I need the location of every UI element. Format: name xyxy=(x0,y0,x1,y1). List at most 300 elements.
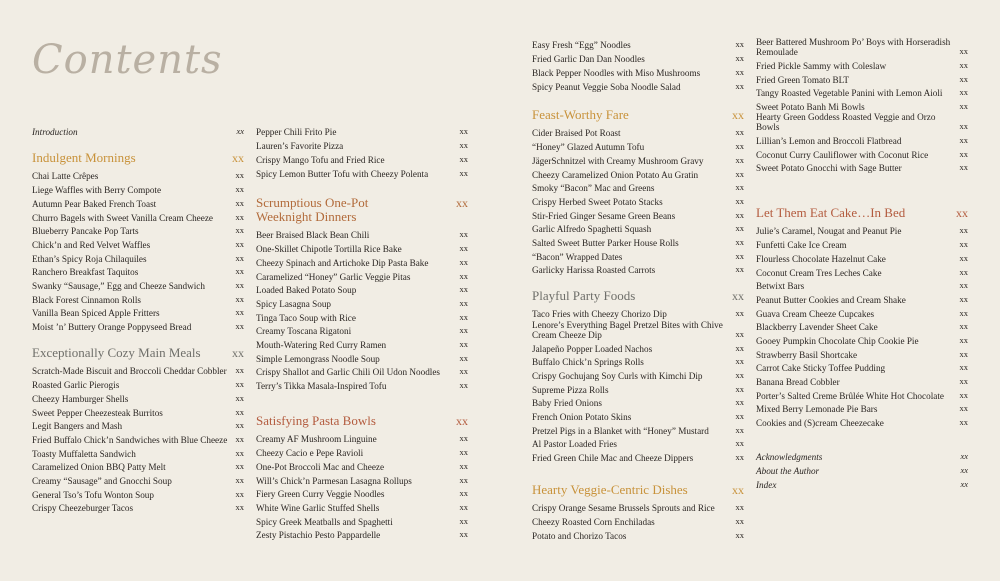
toc-entry[interactable] xyxy=(32,473,244,487)
entry-title: Peanut Butter Cookies and Cream Shake xyxy=(756,294,906,305)
entry-title: Mouth-Watering Red Curry Ramen xyxy=(256,339,387,350)
entry-title: Fried Pickle Sammy with Coleslaw xyxy=(756,60,887,71)
toc-entry[interactable] xyxy=(256,472,468,486)
toc-entry[interactable] xyxy=(532,166,744,180)
toc-entry[interactable] xyxy=(532,527,744,541)
entry-title: Acknowledgments xyxy=(756,452,823,463)
entry-title: Mixed Berry Lemonade Pie Bars xyxy=(756,404,878,415)
toc-entry[interactable] xyxy=(32,459,244,473)
toc-entry[interactable] xyxy=(756,57,968,71)
entry-title: Coconut Curry Cauliflower with Coconut Rice xyxy=(756,149,929,160)
entry-page-number: xx xyxy=(735,369,744,380)
entry-page-number: xx xyxy=(735,529,744,540)
section-heading[interactable] xyxy=(32,346,244,360)
toc-entry[interactable] xyxy=(532,235,744,249)
entry-page-number: xx xyxy=(459,352,468,363)
entry-title: Hearty Green Goddess Roasted Veggie and Orzo Bowls xyxy=(756,112,936,133)
entry-page-number: xx xyxy=(959,162,968,173)
entry-page-number: xx xyxy=(235,365,244,376)
toc-entry[interactable] xyxy=(32,418,244,432)
section-heading-page: xx xyxy=(732,108,744,122)
entry-page-number: xx xyxy=(735,141,744,152)
entry-title: Creamy “Sausage” and Gnocchi Soup xyxy=(32,475,172,486)
toc-entry[interactable] xyxy=(256,151,468,165)
toc-entry[interactable] xyxy=(532,78,744,92)
toc-entry[interactable] xyxy=(256,378,468,392)
entry-page-number: xx xyxy=(735,154,744,165)
section-heading-title: Scrumptious One-Pot Weeknight Dinners xyxy=(256,195,369,224)
section-heading-page: xx xyxy=(232,346,244,360)
toc-entry[interactable] xyxy=(532,409,744,423)
entry-title: Tangy Roasted Vegetable Panini with Lemon Aioli xyxy=(756,88,943,99)
toc-entry[interactable] xyxy=(256,309,468,323)
toc-entry[interactable] xyxy=(256,486,468,500)
toc-entry[interactable] xyxy=(756,160,968,174)
toc-entry[interactable] xyxy=(532,139,744,153)
toc-entry[interactable] xyxy=(32,486,244,500)
toc-entry[interactable] xyxy=(256,364,468,378)
entry-title: Taco Fries with Cheezy Chorizo Dip xyxy=(532,309,667,320)
toc-entry[interactable] xyxy=(32,377,244,391)
toc-entry[interactable] xyxy=(32,278,244,292)
entry-title: Chai Latte Crêpes xyxy=(32,171,99,182)
toc-entry[interactable] xyxy=(256,282,468,296)
intro-section xyxy=(32,124,244,138)
toc-entry[interactable] xyxy=(532,37,744,51)
toc-entry[interactable] xyxy=(756,223,968,237)
section-party-foods xyxy=(532,289,744,463)
toc-entry[interactable] xyxy=(256,350,468,364)
toc-entry[interactable] xyxy=(532,207,744,221)
toc-entry[interactable] xyxy=(32,223,244,237)
toc-entry[interactable] xyxy=(256,499,468,513)
toc-entry[interactable] xyxy=(32,363,244,377)
entry-title: Jalapeño Popper Loaded Nachos xyxy=(532,343,653,354)
entry-title: Creamy AF Mushroom Linguine xyxy=(256,434,377,445)
toc-entry[interactable] xyxy=(532,320,744,340)
entry-title: Creamy Toscana Rigatoni xyxy=(256,326,352,337)
entry-title: Crispy Orange Sesame Brussels Sprouts and Rice xyxy=(532,503,715,514)
entry-title: Zesty Pistachio Pesto Pappardelle xyxy=(256,530,381,541)
entry-page-number: xx xyxy=(959,280,968,291)
entry-page-number: xx xyxy=(235,420,244,431)
section-feast-worthy-fare xyxy=(532,108,744,276)
toc-entry[interactable] xyxy=(756,71,968,85)
entry-page-number: xx xyxy=(959,266,968,277)
section-heading-page: xx xyxy=(732,483,744,497)
toc-entry[interactable] xyxy=(32,319,244,333)
entry-page-number: xx xyxy=(235,488,244,499)
entry-title: Lauren’s Favorite Pizza xyxy=(256,141,344,152)
entry-title: Legit Bangers and Mash xyxy=(32,421,123,432)
entry-page-number: xx xyxy=(235,307,244,318)
entry-title: White Wine Garlic Stuffed Shells xyxy=(256,502,380,513)
toc-entry[interactable] xyxy=(532,381,744,395)
entry-title: Coconut Cream Tres Leches Cake xyxy=(756,267,882,278)
entry-page-number: xx xyxy=(459,140,468,151)
toc-entry[interactable] xyxy=(532,125,744,139)
entry-page-number: xx xyxy=(459,474,468,485)
entry-page-number: xx xyxy=(959,321,968,332)
toc-entry[interactable] xyxy=(256,323,468,337)
entry-title: Churro Bagels with Sweet Vanilla Cream Cheeze xyxy=(32,212,213,223)
toc-entry[interactable] xyxy=(256,527,468,541)
entry-page-number: xx xyxy=(959,362,968,373)
toc-entry[interactable] xyxy=(32,209,244,223)
entry-title: Fried Garlic Dan Dan Noodles xyxy=(532,54,645,65)
entry-page-number: xx xyxy=(960,478,968,489)
entry-title: Cheezy Spinach and Artichoke Dip Pasta Bake xyxy=(256,257,429,268)
entry-page-number: xx xyxy=(735,356,744,367)
entry-title: Buffalo Chick’n Springs Rolls xyxy=(532,357,644,368)
entry-page-number: xx xyxy=(735,127,744,138)
entry-page-number: xx xyxy=(235,293,244,304)
section-heading[interactable] xyxy=(532,108,744,122)
entry-page-number: xx xyxy=(959,389,968,400)
entry-page-number: xx xyxy=(459,167,468,178)
toc-entry[interactable] xyxy=(532,180,744,194)
entry-title: Al Pastor Loaded Fries xyxy=(532,439,617,450)
toc-entry[interactable] xyxy=(756,237,968,251)
entry-page-number: xx xyxy=(459,338,468,349)
entry-title: Simple Lemongrass Noodle Soup xyxy=(256,353,380,364)
section-heading-title: Hearty Veggie-Centric Dishes xyxy=(532,482,688,497)
toc-entry[interactable] xyxy=(756,278,968,292)
entry-title: Lenore’s Everything Bagel Pretzel Bites with Chive Cream Cheeze Dip xyxy=(532,319,723,340)
entry-title: Stir-Fried Ginger Sesame Green Beans xyxy=(532,210,676,221)
section-heading-page: xx xyxy=(232,151,244,165)
entry-page-number: xx xyxy=(235,211,244,222)
toc-entry[interactable] xyxy=(532,367,744,381)
entry-page-number: xx xyxy=(459,297,468,308)
entry-page-number: xx xyxy=(959,100,968,111)
toc-entry[interactable] xyxy=(532,152,744,166)
entry-title: Moist ’n’ Buttery Orange Poppyseed Bread xyxy=(32,322,192,333)
toc-entry[interactable] xyxy=(256,124,468,138)
section-heading[interactable] xyxy=(532,483,744,497)
entry-page-number: xx xyxy=(459,447,468,458)
entry-title: Smoky “Bacon” Mac and Greens xyxy=(532,183,655,194)
entry-page-number: xx xyxy=(735,209,744,220)
toc-entry[interactable] xyxy=(756,264,968,278)
toc-entry[interactable] xyxy=(32,291,244,305)
toc-entry[interactable] xyxy=(532,248,744,262)
entry-page-number: xx xyxy=(959,73,968,84)
entry-title: Liege Waffles with Berry Compote xyxy=(32,185,162,196)
section-continued xyxy=(756,37,968,174)
entry-title: Crispy Herbed Sweet Potato Stacks xyxy=(532,196,663,207)
entry-page-number: xx xyxy=(735,53,744,64)
toc-entry[interactable] xyxy=(32,264,244,278)
toc-entry[interactable] xyxy=(32,236,244,250)
entry-title: Swanky “Sausage,” Egg and Cheeze Sandwich xyxy=(32,280,205,291)
entry-page-number: xx xyxy=(960,465,968,476)
section-heading[interactable] xyxy=(256,414,468,428)
section-pasta-bowls xyxy=(256,414,468,541)
back-matter-section xyxy=(756,449,968,490)
section-heading-title: Playful Party Foods xyxy=(532,288,636,303)
entry-page-number: xx xyxy=(235,379,244,390)
entry-title: Betwixt Bars xyxy=(756,281,805,292)
entry-page-number: xx xyxy=(235,461,244,472)
section-one-pot-dinners xyxy=(256,196,468,391)
section-continued xyxy=(256,124,468,179)
section-heading-page: xx xyxy=(456,196,468,210)
toc-entry[interactable] xyxy=(532,500,744,514)
toc-entry[interactable] xyxy=(256,445,468,459)
toc-entry[interactable] xyxy=(756,415,968,429)
entry-page-number: xx xyxy=(735,328,744,339)
entry-page-number: xx xyxy=(735,223,744,234)
toc-entry[interactable] xyxy=(32,500,244,514)
section-heading-title: Exceptionally Cozy Main Meals xyxy=(32,345,201,360)
toc-entry[interactable] xyxy=(32,404,244,418)
entry-title: Black Pepper Noodles with Miso Mushrooms xyxy=(532,67,701,78)
entry-title: French Onion Potato Skins xyxy=(532,412,632,423)
entry-title: Sweet Potato Gnocchi with Sage Butter xyxy=(756,163,902,174)
toc-entry[interactable] xyxy=(256,268,468,282)
entry-page-number: xx xyxy=(459,126,468,137)
section-indulgent-mornings xyxy=(32,151,244,332)
entry-title: Will’s Chick’n Parmesan Lasagna Rollups xyxy=(256,475,412,486)
toc-entry[interactable] xyxy=(756,305,968,319)
entry-page-number: xx xyxy=(735,195,744,206)
toc-entry[interactable] xyxy=(532,306,744,320)
entry-page-number: xx xyxy=(959,376,968,387)
entry-page-number: xx xyxy=(959,239,968,250)
entry-title: Julie’s Caramel, Nougat and Peanut Pie xyxy=(756,226,902,237)
toc-entry[interactable] xyxy=(256,513,468,527)
entry-title: Beer Battered Mushroom Po’ Boys with Horseradish Remoulade xyxy=(756,37,951,58)
entry-title: Cheezy Hamburger Shells xyxy=(32,393,129,404)
entry-page-number: xx xyxy=(459,325,468,336)
entry-page-number: xx xyxy=(959,59,968,70)
entry-title: Spicy Peanut Veggie Soba Noodle Salad xyxy=(532,81,681,92)
entry-title: Spicy Lasagna Soup xyxy=(256,298,332,309)
entry-title: Sweet Potato Banh Mi Bowls xyxy=(756,101,865,112)
toc-entry[interactable] xyxy=(32,168,244,182)
toc-entry[interactable] xyxy=(256,227,468,241)
entry-title: Crispy Gochujang Soy Curls with Kimchi Dip xyxy=(532,370,703,381)
toc-entry[interactable] xyxy=(32,250,244,264)
entry-title: Black Forest Cinnamon Rolls xyxy=(32,294,141,305)
entry-page-number: xx xyxy=(236,126,244,137)
toc-entry[interactable] xyxy=(32,182,244,196)
entry-title: Garlic Alfredo Spaghetti Squash xyxy=(532,224,652,235)
entry-page-number: xx xyxy=(235,321,244,332)
toc-entry[interactable] xyxy=(32,124,244,138)
section-heading[interactable] xyxy=(256,196,468,224)
toc-entry[interactable] xyxy=(756,146,968,160)
entry-title: Autumn Pear Baked French Toast xyxy=(32,198,157,209)
toc-entry[interactable] xyxy=(756,133,968,147)
entry-page-number: xx xyxy=(959,46,968,57)
section-cozy-main-meals xyxy=(32,346,244,514)
entry-title: Blueberry Pancake Pop Tarts xyxy=(32,226,139,237)
entry-title: One-Pot Broccoli Mac and Cheeze xyxy=(256,461,385,472)
entry-title: One-Skillet Chipotle Tortilla Rice Bake xyxy=(256,244,402,255)
entry-title: Chick’n and Red Velvet Waffles xyxy=(32,239,151,250)
entry-title: Cheezy Cacio e Pepe Ravioli xyxy=(256,448,364,459)
toc-entry[interactable] xyxy=(32,390,244,404)
entry-page-number: xx xyxy=(735,250,744,261)
entry-title: Crispy Shallot and Garlic Chili Oil Udon Noodles xyxy=(256,367,440,378)
entry-page-number: xx xyxy=(735,424,744,435)
entry-title: Baby Fried Onions xyxy=(532,398,602,409)
entry-title: Spicy Greek Meatballs and Spaghetti xyxy=(256,516,393,527)
entry-title: JägerSchnitzel with Creamy Mushroom Gravy xyxy=(532,155,704,166)
toc-entry[interactable] xyxy=(32,445,244,459)
toc-entry[interactable] xyxy=(532,51,744,65)
toc-entry[interactable] xyxy=(756,346,968,360)
entry-page-number: xx xyxy=(459,243,468,254)
entry-page-number: xx xyxy=(959,225,968,236)
toc-entry[interactable] xyxy=(256,138,468,152)
section-heading-title: Feast-Worthy Fare xyxy=(532,107,629,122)
toc-entry[interactable] xyxy=(756,463,968,477)
entry-title: Cookies and (S)cream Cheezecake xyxy=(756,418,884,429)
toc-entry[interactable] xyxy=(256,431,468,445)
entry-page-number: xx xyxy=(735,264,744,275)
entry-page-number: xx xyxy=(735,452,744,463)
entry-title: Ranchero Breakfast Taquitos xyxy=(32,267,139,278)
entry-title: Salted Sweet Butter Parker House Rolls xyxy=(532,237,679,248)
entry-title: Fried Green Chile Mac and Cheeze Dippers xyxy=(532,453,694,464)
entry-page-number: xx xyxy=(235,252,244,263)
toc-entry[interactable] xyxy=(532,354,744,368)
toc-entry[interactable] xyxy=(256,337,468,351)
entry-page-number: xx xyxy=(735,516,744,527)
section-heading[interactable] xyxy=(32,151,244,165)
toc-entry[interactable] xyxy=(756,291,968,305)
toc-entry[interactable] xyxy=(532,64,744,78)
toc-entry[interactable] xyxy=(532,193,744,207)
entry-page-number: xx xyxy=(235,406,244,417)
toc-entry[interactable] xyxy=(532,514,744,528)
toc-entry[interactable] xyxy=(756,333,968,347)
section-heading-page: xx xyxy=(456,414,468,428)
entry-title: Beer Braised Black Bean Chili xyxy=(256,230,370,241)
entry-title: Spicy Lemon Butter Tofu with Cheezy Polenta xyxy=(256,168,429,179)
entry-page-number: xx xyxy=(235,197,244,208)
toc-entry[interactable] xyxy=(756,449,968,463)
entry-title: Banana Bread Cobbler xyxy=(756,377,840,388)
entry-title: Cheezy Caramelized Onion Potato Au Gratin xyxy=(532,169,699,180)
entry-page-number: xx xyxy=(459,270,468,281)
entry-page-number: xx xyxy=(959,403,968,414)
entry-title: Fried Buffalo Chick’n Sandwiches with Blue Cheeze xyxy=(32,434,228,445)
entry-page-number: xx xyxy=(235,225,244,236)
entry-page-number: xx xyxy=(459,488,468,499)
section-continued xyxy=(532,37,744,92)
entry-page-number: xx xyxy=(459,380,468,391)
entry-page-number: xx xyxy=(459,460,468,471)
toc-entry[interactable] xyxy=(256,254,468,268)
entry-title: Strawberry Basil Shortcake xyxy=(756,349,858,360)
entry-title: Vanilla Bean Spiced Apple Fritters xyxy=(32,308,160,319)
entry-page-number: xx xyxy=(235,170,244,181)
section-heading-page: xx xyxy=(732,289,744,303)
entry-page-number: xx xyxy=(459,284,468,295)
section-heading-title: Indulgent Mornings xyxy=(32,150,136,165)
toc-entry[interactable] xyxy=(756,374,968,388)
toc-entry[interactable] xyxy=(532,221,744,235)
entry-page-number: xx xyxy=(235,474,244,485)
toc-entry[interactable] xyxy=(756,401,968,415)
toc-entry[interactable] xyxy=(532,340,744,354)
entry-title: Guava Cream Cheeze Cupcakes xyxy=(756,308,875,319)
toc-entry[interactable] xyxy=(532,436,744,450)
toc-entry[interactable] xyxy=(756,37,968,57)
entry-title: Sweet Pepper Cheezesteak Burritos xyxy=(32,407,163,418)
entry-page-number: xx xyxy=(735,383,744,394)
toc-entry[interactable] xyxy=(256,295,468,309)
entry-title: Crispy Cheezeburger Tacos xyxy=(32,503,134,514)
entry-page-number: xx xyxy=(959,135,968,146)
entry-title: About the Author xyxy=(756,466,820,477)
entry-title: Funfetti Cake Ice Cream xyxy=(756,240,847,251)
entry-title: Tinga Taco Soup with Rice xyxy=(256,312,356,323)
entry-title: “Bacon” Wrapped Dates xyxy=(532,251,623,262)
entry-title: Ethan’s Spicy Roja Chilaquiles xyxy=(32,253,147,264)
toc-entry[interactable] xyxy=(756,112,968,132)
entry-page-number: xx xyxy=(735,66,744,77)
entry-page-number: xx xyxy=(235,433,244,444)
entry-page-number: xx xyxy=(735,342,744,353)
entry-page-number: xx xyxy=(735,411,744,422)
toc-entry[interactable] xyxy=(756,250,968,264)
toc-entry[interactable] xyxy=(256,165,468,179)
entry-page-number: xx xyxy=(959,293,968,304)
toc-entry[interactable] xyxy=(532,450,744,464)
entry-title: Porter’s Salted Creme Brûlée White Hot Chocolate xyxy=(756,390,944,401)
entry-page-number: xx xyxy=(959,148,968,159)
entry-page-number: xx xyxy=(735,308,744,319)
toc-entry[interactable] xyxy=(32,431,244,445)
toc-entry[interactable] xyxy=(756,476,968,490)
entry-page-number: xx xyxy=(459,229,468,240)
toc-entry[interactable] xyxy=(756,98,968,112)
toc-entry[interactable] xyxy=(756,319,968,333)
section-heading[interactable] xyxy=(532,289,744,303)
section-heading[interactable] xyxy=(756,206,968,220)
toc-entry[interactable] xyxy=(32,195,244,209)
entry-page-number: xx xyxy=(959,307,968,318)
toc-entry[interactable] xyxy=(256,458,468,472)
toc-entry[interactable] xyxy=(532,262,744,276)
section-heading-title: Satisfying Pasta Bowls xyxy=(256,413,376,428)
entry-title: “Honey” Glazed Autumn Tofu xyxy=(532,142,645,153)
entry-page-number: xx xyxy=(235,502,244,513)
toc-entry[interactable] xyxy=(532,395,744,409)
toc-entry[interactable] xyxy=(756,360,968,374)
entry-page-number: xx xyxy=(459,515,468,526)
toc-entry[interactable] xyxy=(256,241,468,255)
entry-title: Fiery Green Curry Veggie Noodles xyxy=(256,489,385,500)
toc-entry[interactable] xyxy=(756,387,968,401)
entry-title: Caramelized “Honey” Garlic Veggie Pitas xyxy=(256,271,411,282)
entry-page-number: xx xyxy=(735,438,744,449)
toc-entry[interactable] xyxy=(532,422,744,436)
toc-entry[interactable] xyxy=(32,305,244,319)
entry-page-number: xx xyxy=(459,153,468,164)
entry-title: Garlicky Harissa Roasted Carrots xyxy=(532,265,656,276)
toc-entry[interactable] xyxy=(756,85,968,99)
entry-page-number: xx xyxy=(959,348,968,359)
entry-title: Potato and Chorizo Tacos xyxy=(532,530,627,541)
entry-title: Blackberry Lavender Sheet Cake xyxy=(756,322,878,333)
entry-title: Gooey Pumpkin Chocolate Chip Cookie Pie xyxy=(756,335,919,346)
